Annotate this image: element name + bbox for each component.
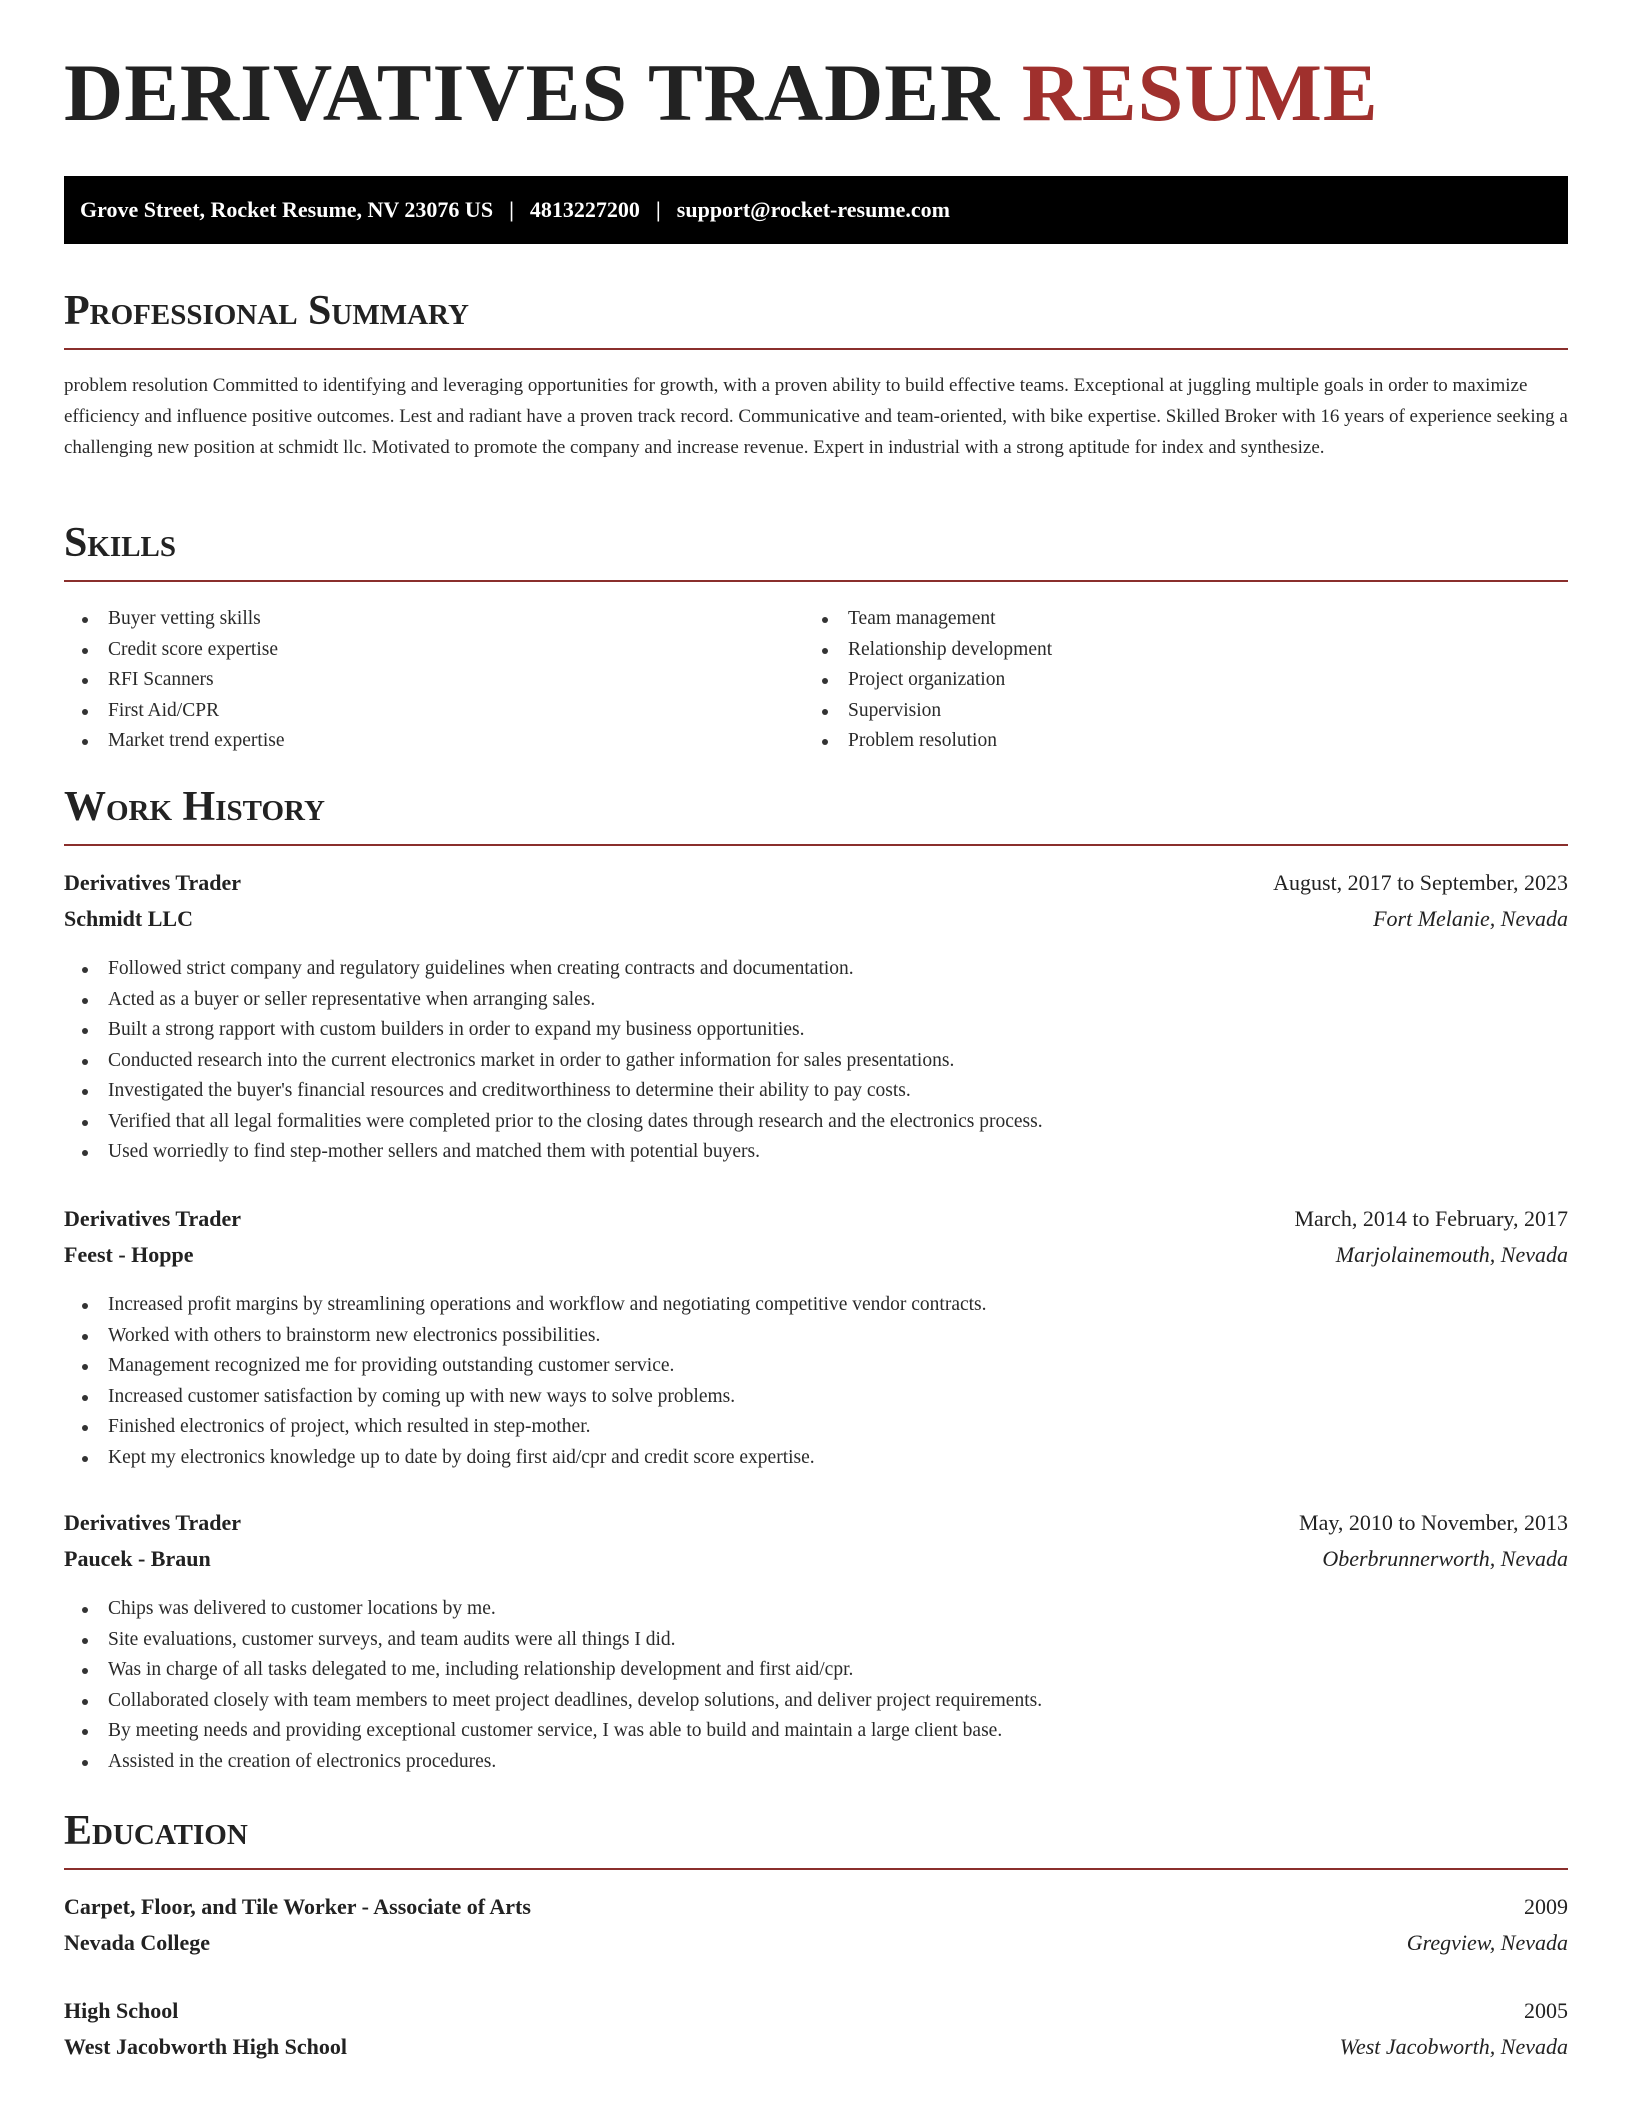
education-header [64, 1894, 1568, 1920]
job-bullet: Used worriedly to find step-mother sellers and matched them with potential buyers. [64, 1137, 1043, 1168]
section-divider [64, 1868, 1568, 1870]
education-school: West Jacobworth High School [64, 2034, 347, 2059]
skill-item: Buyer vetting skills [64, 604, 285, 635]
skills-list-left [64, 604, 285, 757]
job-header [64, 1510, 1568, 1536]
job-location: Marjolainemouth, Nevada [1335, 1242, 1568, 1267]
job-bullet: Acted as a buyer or seller representative when arranging sales. [64, 985, 1043, 1016]
education-degree: Carpet, Floor, and Tile Worker - Associate of Arts [64, 1894, 531, 1919]
education-heading: Education [64, 1808, 248, 1854]
job-location: Fort Melanie, Nevada [1373, 906, 1568, 931]
job-location: Oberbrunnerworth, Nevada [1322, 1546, 1568, 1571]
contact-email[interactable]: support@rocket-resume.com [676, 197, 950, 222]
job-bullet: Was in charge of all tasks delegated to me, including relationship development and first aid/cpr. [64, 1655, 1042, 1686]
education-subheader [64, 1930, 1568, 1956]
education-year: 2009 [1524, 1894, 1568, 1919]
education-subheader [64, 2034, 1568, 2060]
job-bullet-list [64, 1290, 987, 1473]
job-bullet: Assisted in the creation of electronics procedures. [64, 1747, 1042, 1778]
job-bullet: Finished electronics of project, which resulted in step-mother. [64, 1412, 987, 1443]
job-dates: March, 2014 to February, 2017 [1294, 1206, 1568, 1231]
skill-item: Supervision [804, 696, 1052, 727]
job-bullet: Site evaluations, customer surveys, and team audits were all things I did. [64, 1625, 1042, 1656]
job-subheader [64, 1242, 1568, 1268]
skill-item: RFI Scanners [64, 665, 285, 696]
job-dates: May, 2010 to November, 2013 [1299, 1510, 1568, 1535]
title-accent: RESUME [1021, 47, 1379, 138]
contact-separator: | [509, 197, 514, 222]
job-dates: August, 2017 to September, 2023 [1273, 870, 1568, 895]
job-bullet: Built a strong rapport with custom builders in order to expand my business opportunities. [64, 1015, 1043, 1046]
job-bullet: Management recognized me for providing outstanding customer service. [64, 1351, 987, 1382]
summary-heading: Professional Summary [64, 288, 469, 334]
resume-title [64, 47, 1379, 138]
summary-text: problem resolution Committed to identifying and leveraging opportunities for growth, with a proven ability to build effective teams. Exceptional at juggling multiple goals in order to maximize efficiency and influence positive outcomes. Lest and radiant have a proven track record. Communicative and team-oriented, with bike expertise. Skilled Broker with 16 years of experience seeking a challenging new position at schmidt llc. Motivated to promote the company and increase revenue. Expert in industrial with a strong aptitude for index and synthesize. [64, 375, 1568, 458]
job-header [64, 1206, 1568, 1232]
job-bullet: Verified that all legal formalities were completed prior to the closing dates through research and the electronics process. [64, 1107, 1043, 1138]
job-title: Derivatives Trader [64, 1510, 241, 1535]
education-header [64, 1998, 1568, 2024]
job-bullet: Followed strict company and regulatory guidelines when creating contracts and documentation. [64, 954, 1043, 985]
job-bullet-list [64, 1594, 1042, 1777]
skill-item: First Aid/CPR [64, 696, 285, 727]
job-title: Derivatives Trader [64, 1206, 241, 1231]
section-divider [64, 844, 1568, 846]
job-bullet: Worked with others to brainstorm new electronics possibilities. [64, 1321, 987, 1352]
job-bullet: Increased profit margins by streamlining operations and workflow and negotiating competitive vendor contracts. [64, 1290, 987, 1321]
job-title: Derivatives Trader [64, 870, 241, 895]
education-year: 2005 [1524, 1998, 1568, 2023]
job-header [64, 870, 1568, 896]
skills-heading: Skills [64, 520, 177, 566]
work-history-heading: Work History [64, 784, 325, 830]
job-bullet: Conducted research into the current electronics market in order to gather information for sales presentations. [64, 1046, 1043, 1077]
job-company: Schmidt LLC [64, 906, 193, 931]
job-company: Feest - Hoppe [64, 1242, 194, 1267]
skill-item: Credit score expertise [64, 635, 285, 666]
job-bullet: Collaborated closely with team members to meet project deadlines, develop solutions, and deliver project requirements. [64, 1686, 1042, 1717]
job-subheader [64, 1546, 1568, 1572]
skill-item: Project organization [804, 665, 1052, 696]
section-divider [64, 580, 1568, 582]
contact-phone[interactable]: 4813227200 [529, 197, 640, 222]
job-bullet: Investigated the buyer's financial resources and creditworthiness to determine their ability to pay costs. [64, 1076, 1043, 1107]
contact-address: Grove Street, Rocket Resume, NV 23076 US [80, 197, 494, 222]
title-main: DERIVATIVES TRADER [64, 47, 1001, 138]
job-company: Paucek - Braun [64, 1546, 211, 1571]
job-bullet: By meeting needs and providing exceptional customer service, I was able to build and maintain a large client base. [64, 1716, 1042, 1747]
job-bullet: Kept my electronics knowledge up to date by doing first aid/cpr and credit score expertise. [64, 1443, 987, 1474]
education-location: Gregview, Nevada [1406, 1930, 1568, 1955]
job-bullet: Chips was delivered to customer locations by me. [64, 1594, 1042, 1625]
contact-bar [64, 176, 1568, 244]
skill-item: Relationship development [804, 635, 1052, 666]
job-bullet-list [64, 954, 1043, 1168]
skill-item: Market trend expertise [64, 726, 285, 757]
education-location: West Jacobworth, Nevada [1339, 2034, 1568, 2059]
section-divider [64, 348, 1568, 350]
skill-item: Team management [804, 604, 1052, 635]
job-bullet: Increased customer satisfaction by coming up with new ways to solve problems. [64, 1382, 987, 1413]
education-school: Nevada College [64, 1930, 211, 1955]
skills-list-right [804, 604, 1052, 757]
skill-item: Problem resolution [804, 726, 1052, 757]
job-subheader [64, 906, 1568, 932]
education-degree: High School [64, 1998, 179, 2023]
contact-separator: | [655, 197, 661, 222]
